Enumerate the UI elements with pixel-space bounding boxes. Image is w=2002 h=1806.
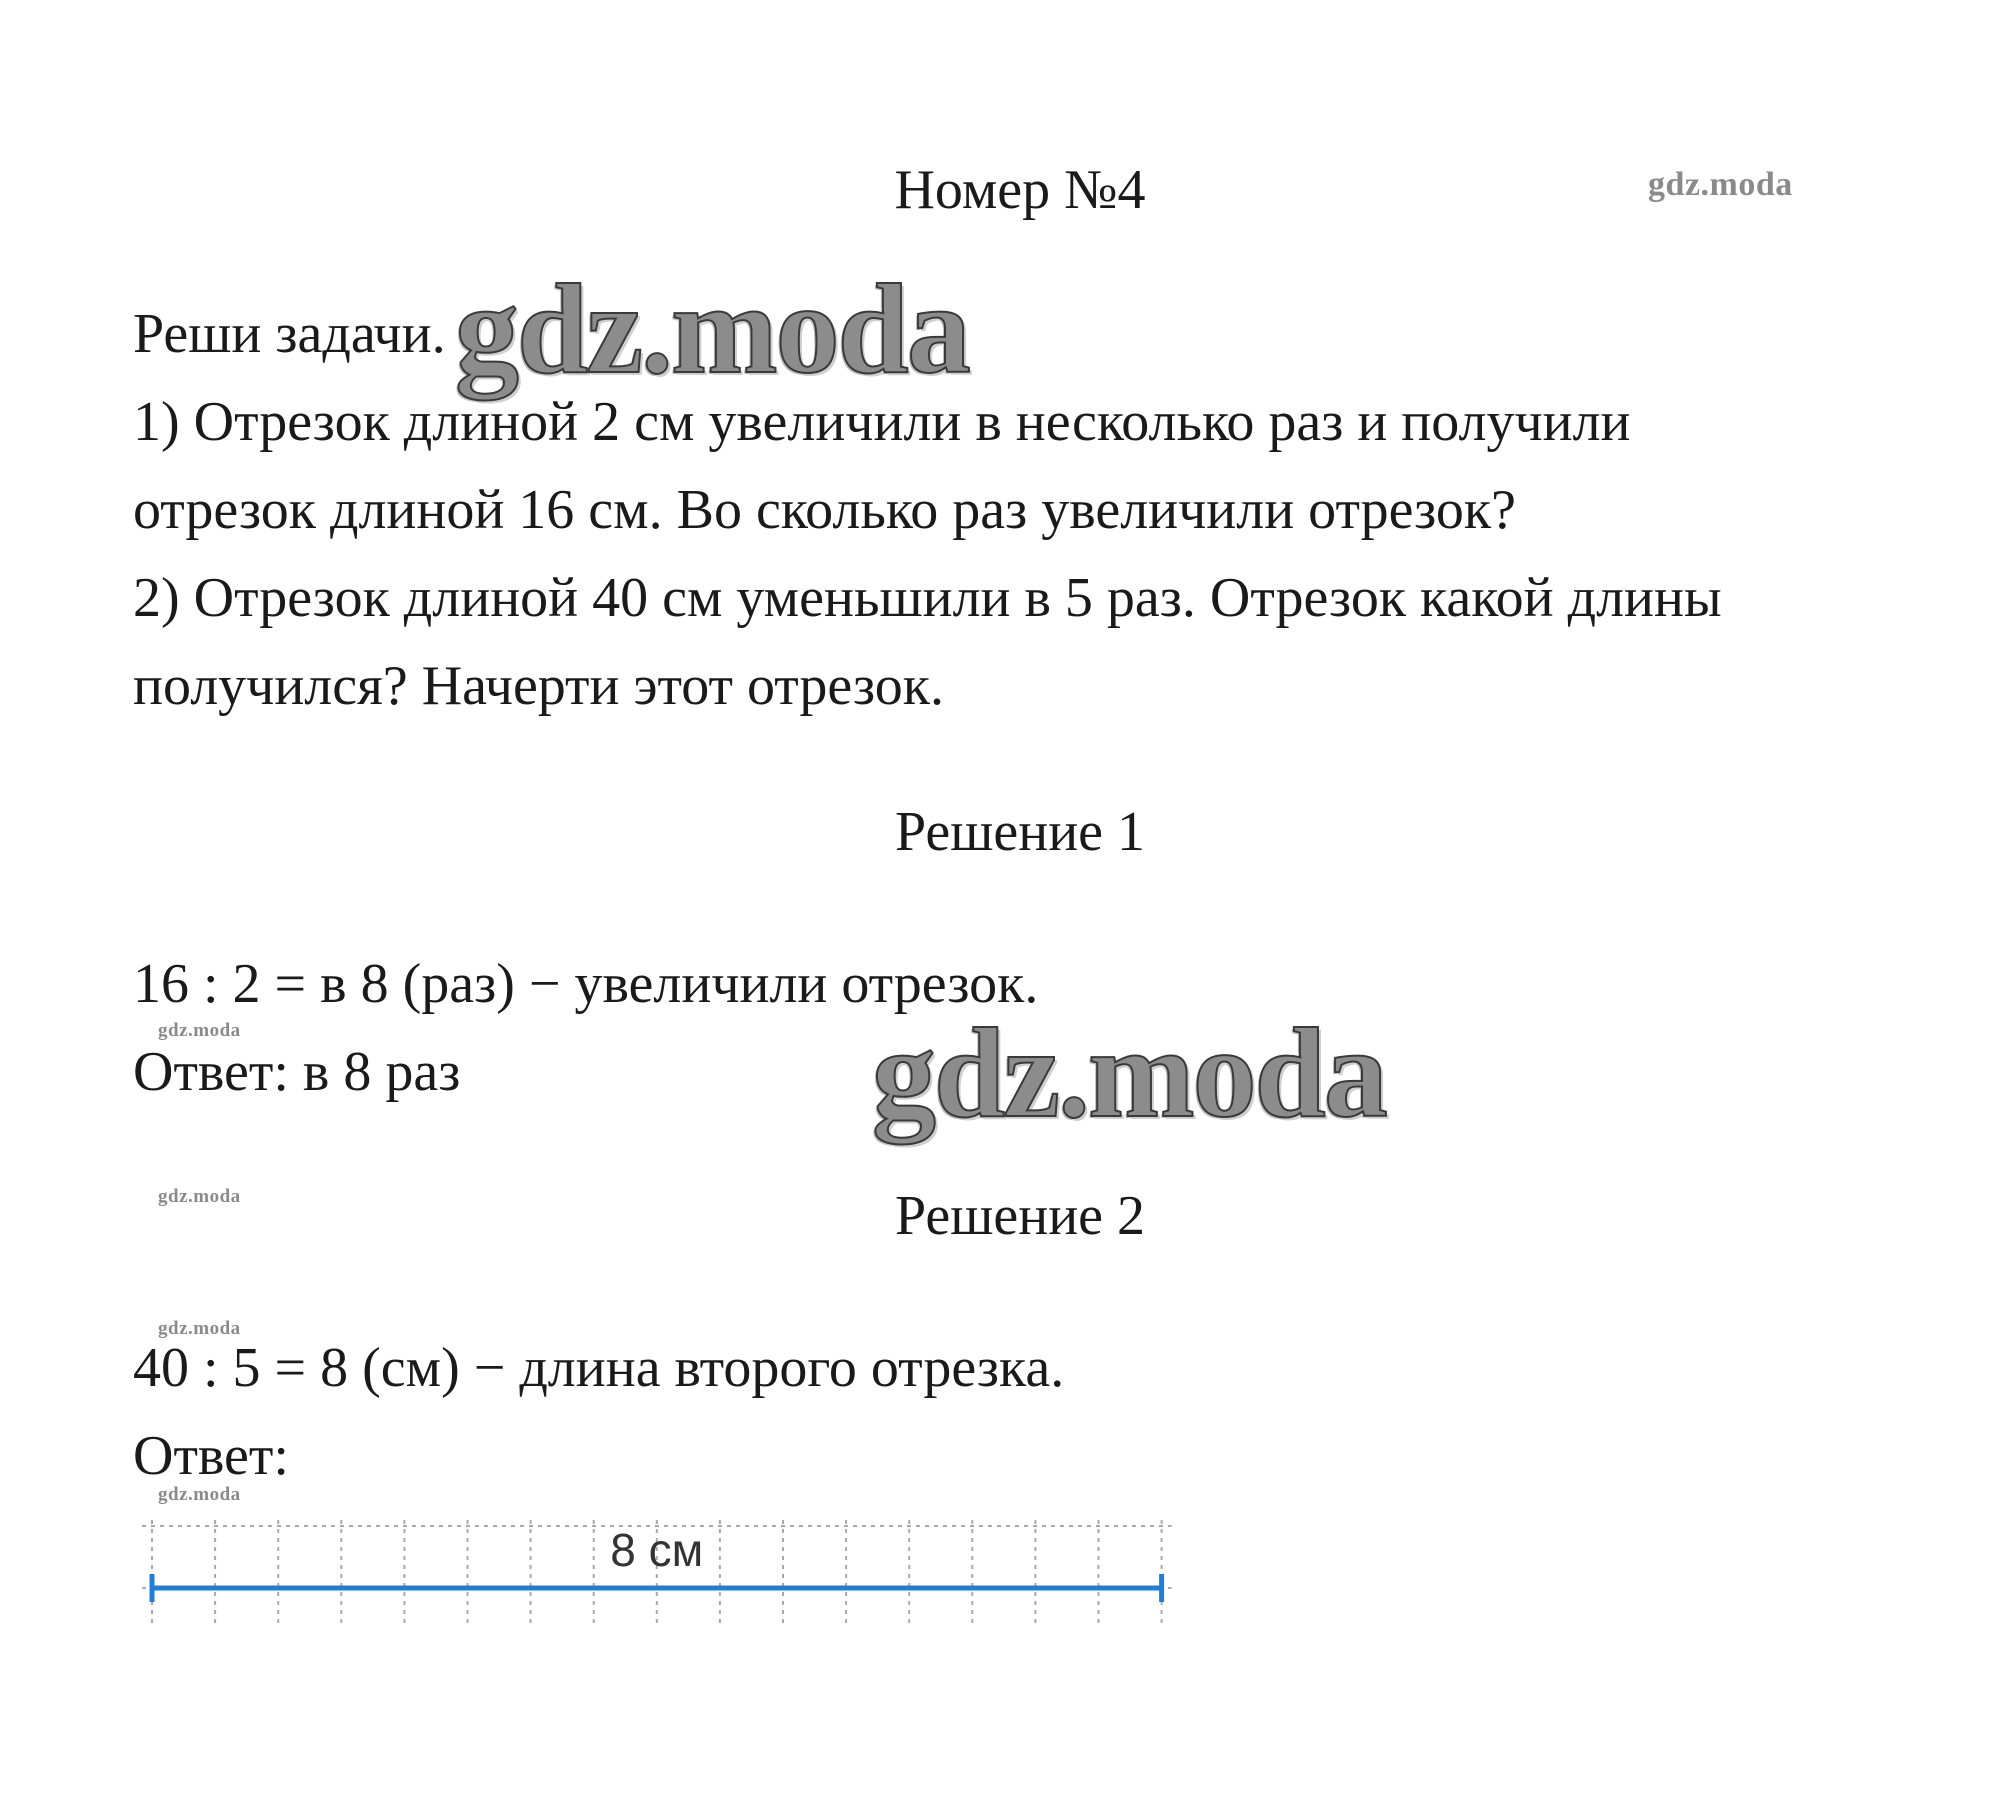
solution-1-heading: Решение 1 — [894, 801, 1146, 863]
solution-2-equation: 40 : 5 = 8 (см) − длина второго отрезка. — [133, 1337, 1065, 1399]
solution-2-answer: Ответ: — [133, 1425, 289, 1487]
watermark-large-1: gdz.moda — [455, 258, 969, 400]
solution-1-answer: Ответ: в 8 раз — [133, 1041, 461, 1103]
segment-label: 8 см — [610, 1524, 704, 1576]
watermark-small-3: gdz.moda — [158, 1318, 241, 1339]
watermark-small-4: gdz.moda — [158, 1484, 241, 1505]
solution-1-equation: 16 : 2 = в 8 (раз) − увеличили отрезок. — [133, 953, 1039, 1015]
problem-1-line-2: отрезок длиной 16 см. Во сколько раз увеличили отрезок? — [133, 479, 1516, 541]
problem-1-line-1: 1) Отрезок длиной 2 см увеличили в несколько раз и получили — [133, 391, 1631, 453]
segment-drawing — [130, 1502, 1180, 1632]
task-intro: Реши задачи. — [133, 303, 446, 365]
watermark-small-1: gdz.moda — [158, 1020, 241, 1041]
solution-2-heading: Решение 2 — [894, 1185, 1146, 1247]
watermark-large-2: gdz.moda — [872, 1002, 1386, 1144]
watermark-top-right: gdz.moda — [1648, 166, 1793, 203]
page-title: Номер №4 — [894, 159, 1146, 221]
problem-2-line-1: 2) Отрезок длиной 40 см уменьшили в 5 раз. Отрезок какой длины — [133, 567, 1722, 629]
watermark-small-2: gdz.moda — [158, 1186, 241, 1207]
problem-2-line-2: получился? Начерти этот отрезок. — [133, 655, 944, 717]
